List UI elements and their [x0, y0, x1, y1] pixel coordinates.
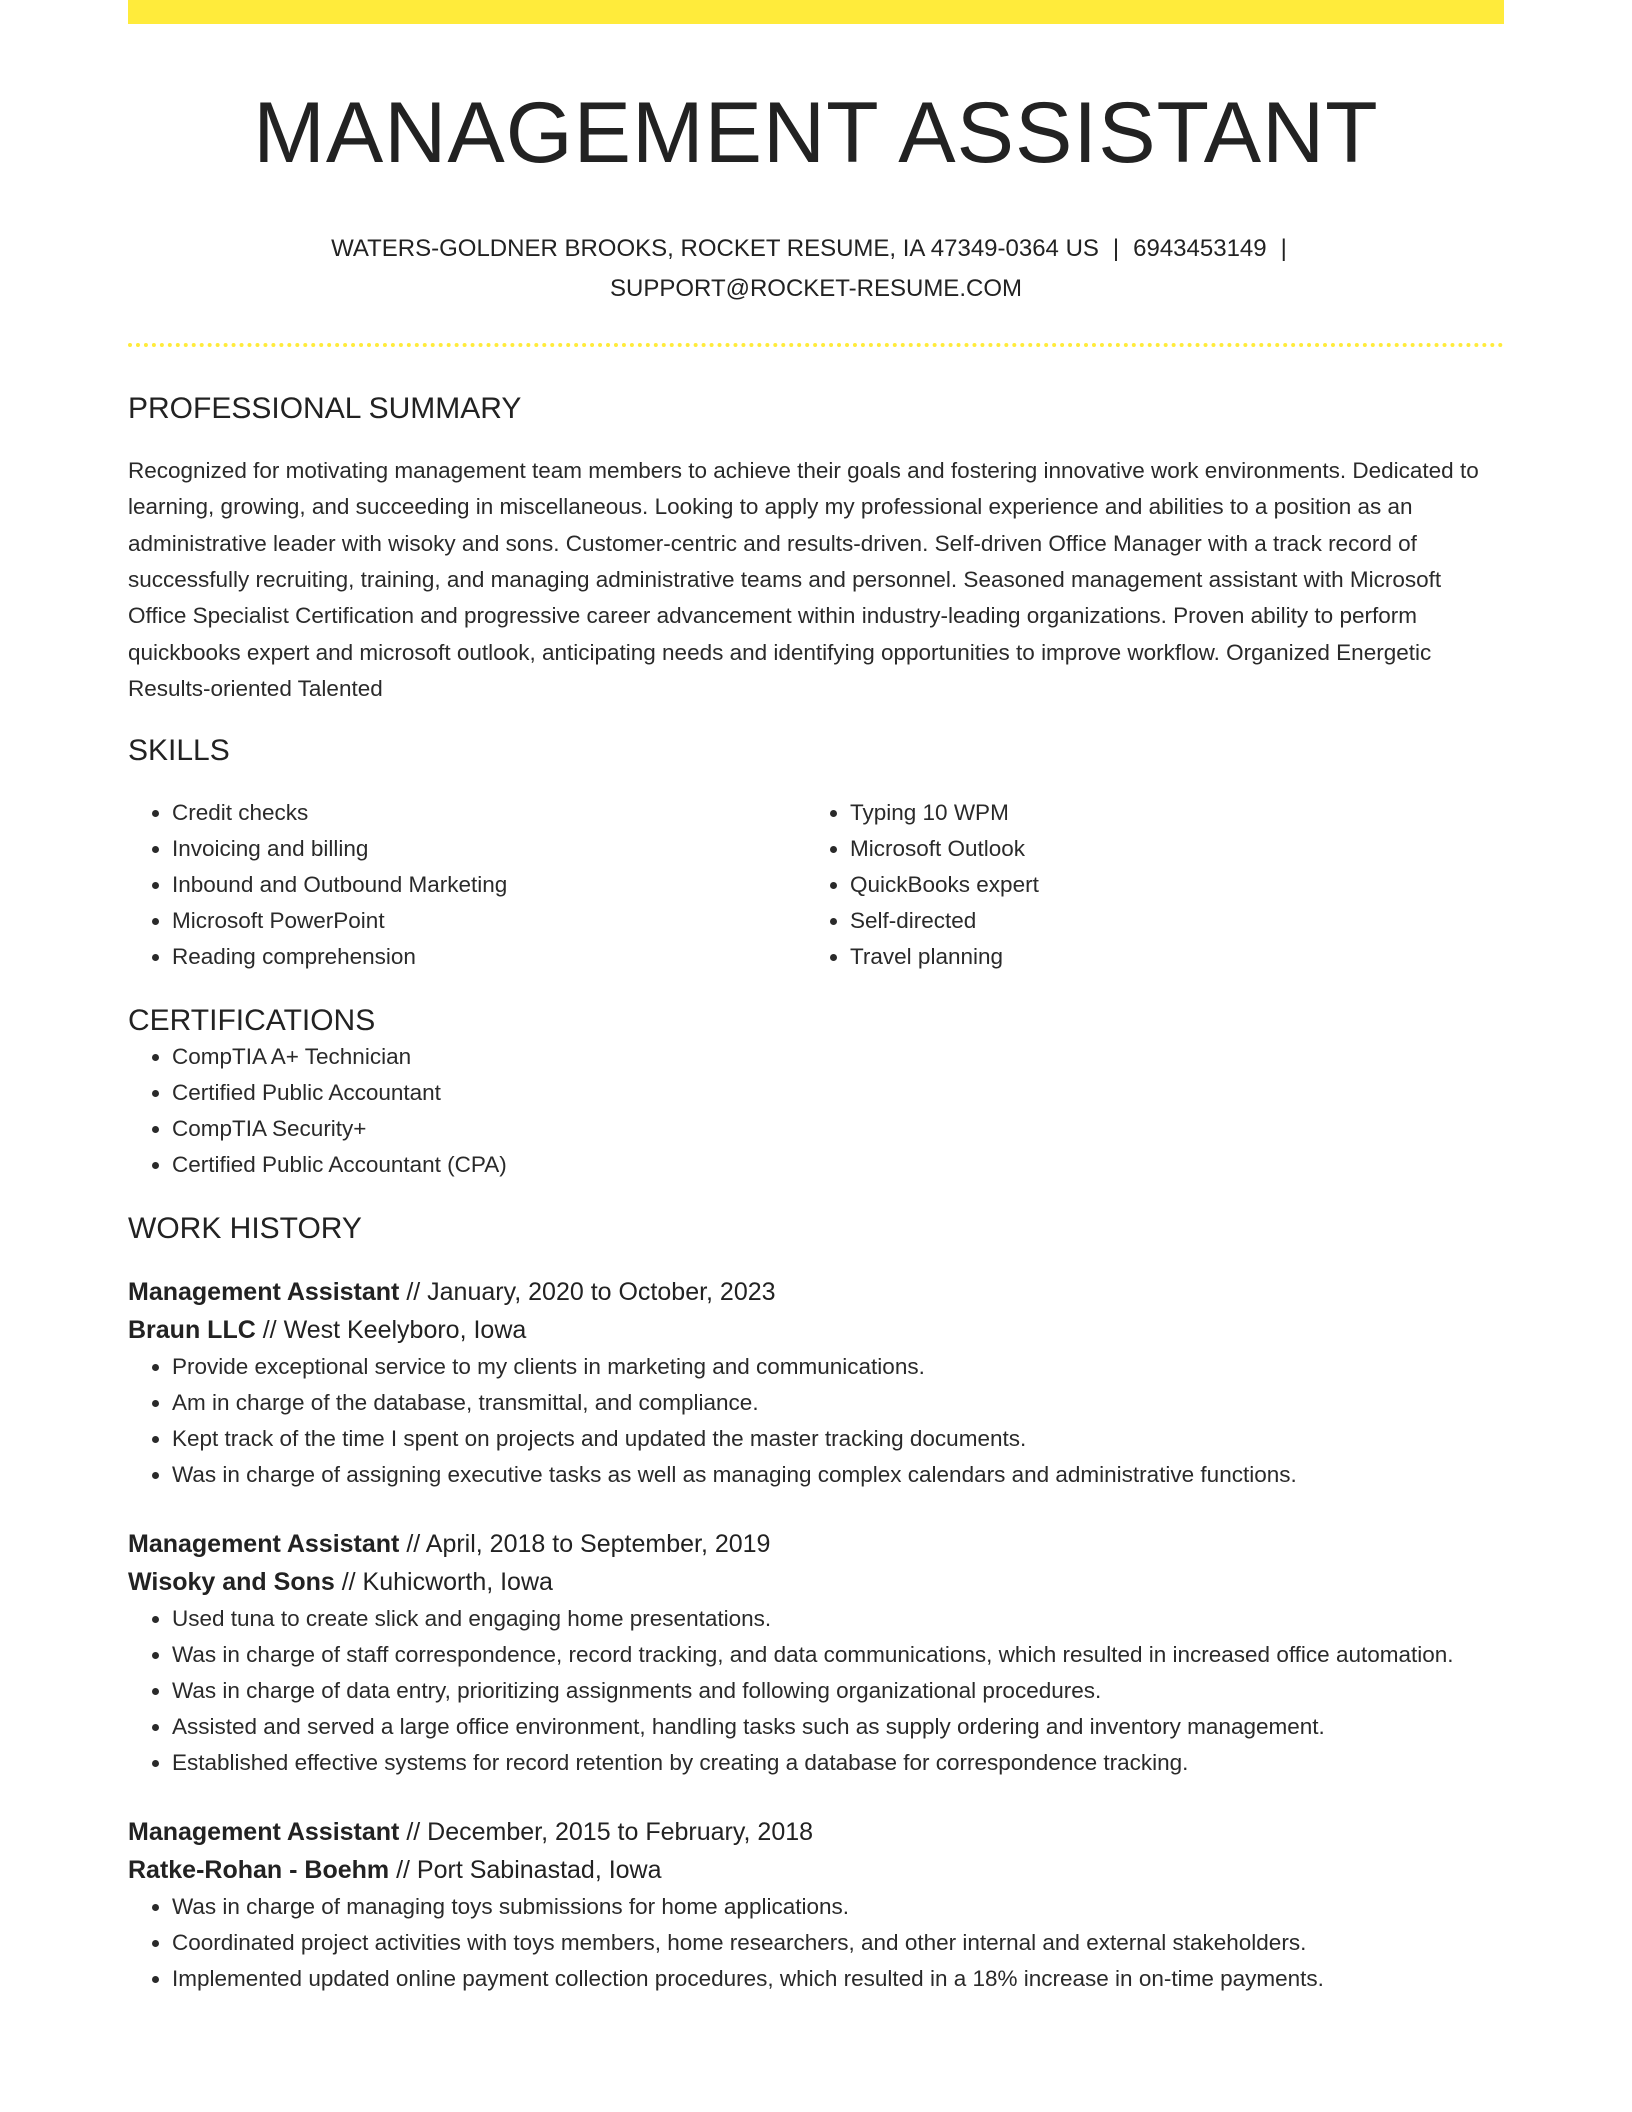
job-bullets: [128, 1349, 1504, 1493]
job-company-line: [128, 1563, 1504, 1601]
job-bullet: • Was in charge of data entry, prioritizing assignments and following organizational procedures.: [172, 1673, 1504, 1709]
job-bullet: • Coordinated project activities with toys members, home researchers, and other internal and external stakeholders.: [172, 1925, 1504, 1961]
job-bullet: • Was in charge of assigning executive tasks as well as managing complex calendars and administrative functions.: [172, 1457, 1504, 1493]
summary-heading: PROFESSIONAL SUMMARY: [128, 392, 522, 426]
dotted-divider: [128, 343, 1504, 347]
job-company: Braun LLC: [128, 1316, 256, 1345]
skill-item: • Invoicing and billing: [172, 831, 806, 867]
certification-item: • CompTIA Security+: [172, 1111, 1504, 1147]
job-company-line: [128, 1311, 1504, 1349]
summary-text: Recognized for motivating management team members to achieve their goals and fostering innovative work environments. Dedicated to learning, growing, and succeeding in miscellaneous. Looking to apply my professional experience and abilities to a position as an administrative leader with wisoky and sons. Customer-centric and results-driven. Self-driven Office Manager with a track record of successfully recruiting, training, and managing administrative teams and personnel. Seasoned management assistant with Microsoft Office Specialist Certification and progressive career advancement within industry-leading organizations. Proven ability to perform quickbooks expert and microsoft outlook, anticipating needs and identifying opportunities to improve workflow. Organized Energetic Results-oriented Talented: [128, 458, 1479, 701]
job-bullet: • Assisted and served a large office environment, handling tasks such as supply ordering and inventory management.: [172, 1709, 1504, 1745]
contact-address: WATERS-GOLDNER BROOKS, ROCKET RESUME, IA 47349-0364 US: [331, 235, 1099, 263]
job-company: Wisoky and Sons: [128, 1568, 335, 1597]
skill-item: • Reading comprehension: [172, 939, 806, 975]
resume-name: MANAGEMENT ASSISTANT: [253, 85, 1379, 181]
contact-separator: |: [1280, 235, 1287, 263]
job-location: // Kuhicworth, Iowa: [334, 1568, 553, 1597]
job-title-line: [128, 1525, 1504, 1563]
certifications-list: [128, 1039, 1504, 1183]
job-bullets: [128, 1601, 1504, 1781]
certification-item: • Certified Public Accountant (CPA): [172, 1147, 1504, 1183]
job-bullet: • Was in charge of staff correspondence, record tracking, and data communications, which resulted in increased office automation.: [172, 1637, 1504, 1673]
skill-item: • Self-directed: [850, 903, 1504, 939]
certification-item: • CompTIA A+ Technician: [172, 1039, 1504, 1075]
job-dates: // December, 2015 to February, 2018: [399, 1818, 814, 1847]
certifications-heading: CERTIFICATIONS: [128, 1004, 376, 1038]
resume-page: [128, 0, 1504, 1997]
job-title-line: [128, 1273, 1504, 1311]
skill-item: • Inbound and Outbound Marketing: [172, 867, 806, 903]
job-entry: [128, 1273, 1504, 1493]
certification-item: • Certified Public Accountant: [172, 1075, 1504, 1111]
skills-column-left: [128, 795, 806, 975]
job-bullet: • Implemented updated online payment collection procedures, which resulted in a 18% increase in on-time payments.: [172, 1961, 1504, 1997]
skills-heading: SKILLS: [128, 734, 230, 768]
contact-info: [128, 229, 1504, 309]
job-bullet: • Kept track of the time I spent on projects and updated the master tracking documents.: [172, 1421, 1504, 1457]
work-history-heading: WORK HISTORY: [128, 1212, 362, 1246]
job-bullet: • Established effective systems for record retention by creating a database for correspondence tracking.: [172, 1745, 1504, 1781]
job-bullet: • Am in charge of the database, transmittal, and compliance.: [172, 1385, 1504, 1421]
job-bullet: • Was in charge of managing toys submissions for home applications.: [172, 1889, 1504, 1925]
contact-phone: 6943453149: [1133, 235, 1267, 263]
job-company-line: [128, 1851, 1504, 1889]
skill-item: • Microsoft Outlook: [850, 831, 1504, 867]
job-role: Management Assistant: [128, 1278, 400, 1307]
job-bullet: • Provide exceptional service to my clients in marketing and communications.: [172, 1349, 1504, 1385]
skills-column-right: [806, 795, 1504, 975]
accent-top-bar: [128, 0, 1504, 24]
job-entry: [128, 1525, 1504, 1781]
skill-item: • Typing 10 WPM: [850, 795, 1504, 831]
contact-separator: |: [1112, 235, 1120, 263]
skill-item: • Credit checks: [172, 795, 806, 831]
job-role: Management Assistant: [128, 1818, 400, 1847]
skill-item: • QuickBooks expert: [850, 867, 1504, 903]
contact-email: SUPPORT@ROCKET-RESUME.COM: [610, 275, 1022, 303]
skill-item: • Microsoft PowerPoint: [172, 903, 806, 939]
job-bullet: • Used tuna to create slick and engaging home presentations.: [172, 1601, 1504, 1637]
skills-list: [128, 795, 1504, 975]
job-dates: // April, 2018 to September, 2019: [399, 1530, 771, 1559]
job-location: // West Keelyboro, Iowa: [255, 1316, 527, 1345]
skill-item: • Travel planning: [850, 939, 1504, 975]
job-location: // Port Sabinastad, Iowa: [389, 1856, 662, 1885]
job-company: Ratke-Rohan - Boehm: [128, 1856, 390, 1885]
job-title-line: [128, 1813, 1504, 1851]
job-bullets: [128, 1889, 1504, 1997]
job-role: Management Assistant: [128, 1530, 400, 1559]
job-dates: // January, 2020 to October, 2023: [399, 1278, 776, 1307]
job-entry: [128, 1813, 1504, 1997]
